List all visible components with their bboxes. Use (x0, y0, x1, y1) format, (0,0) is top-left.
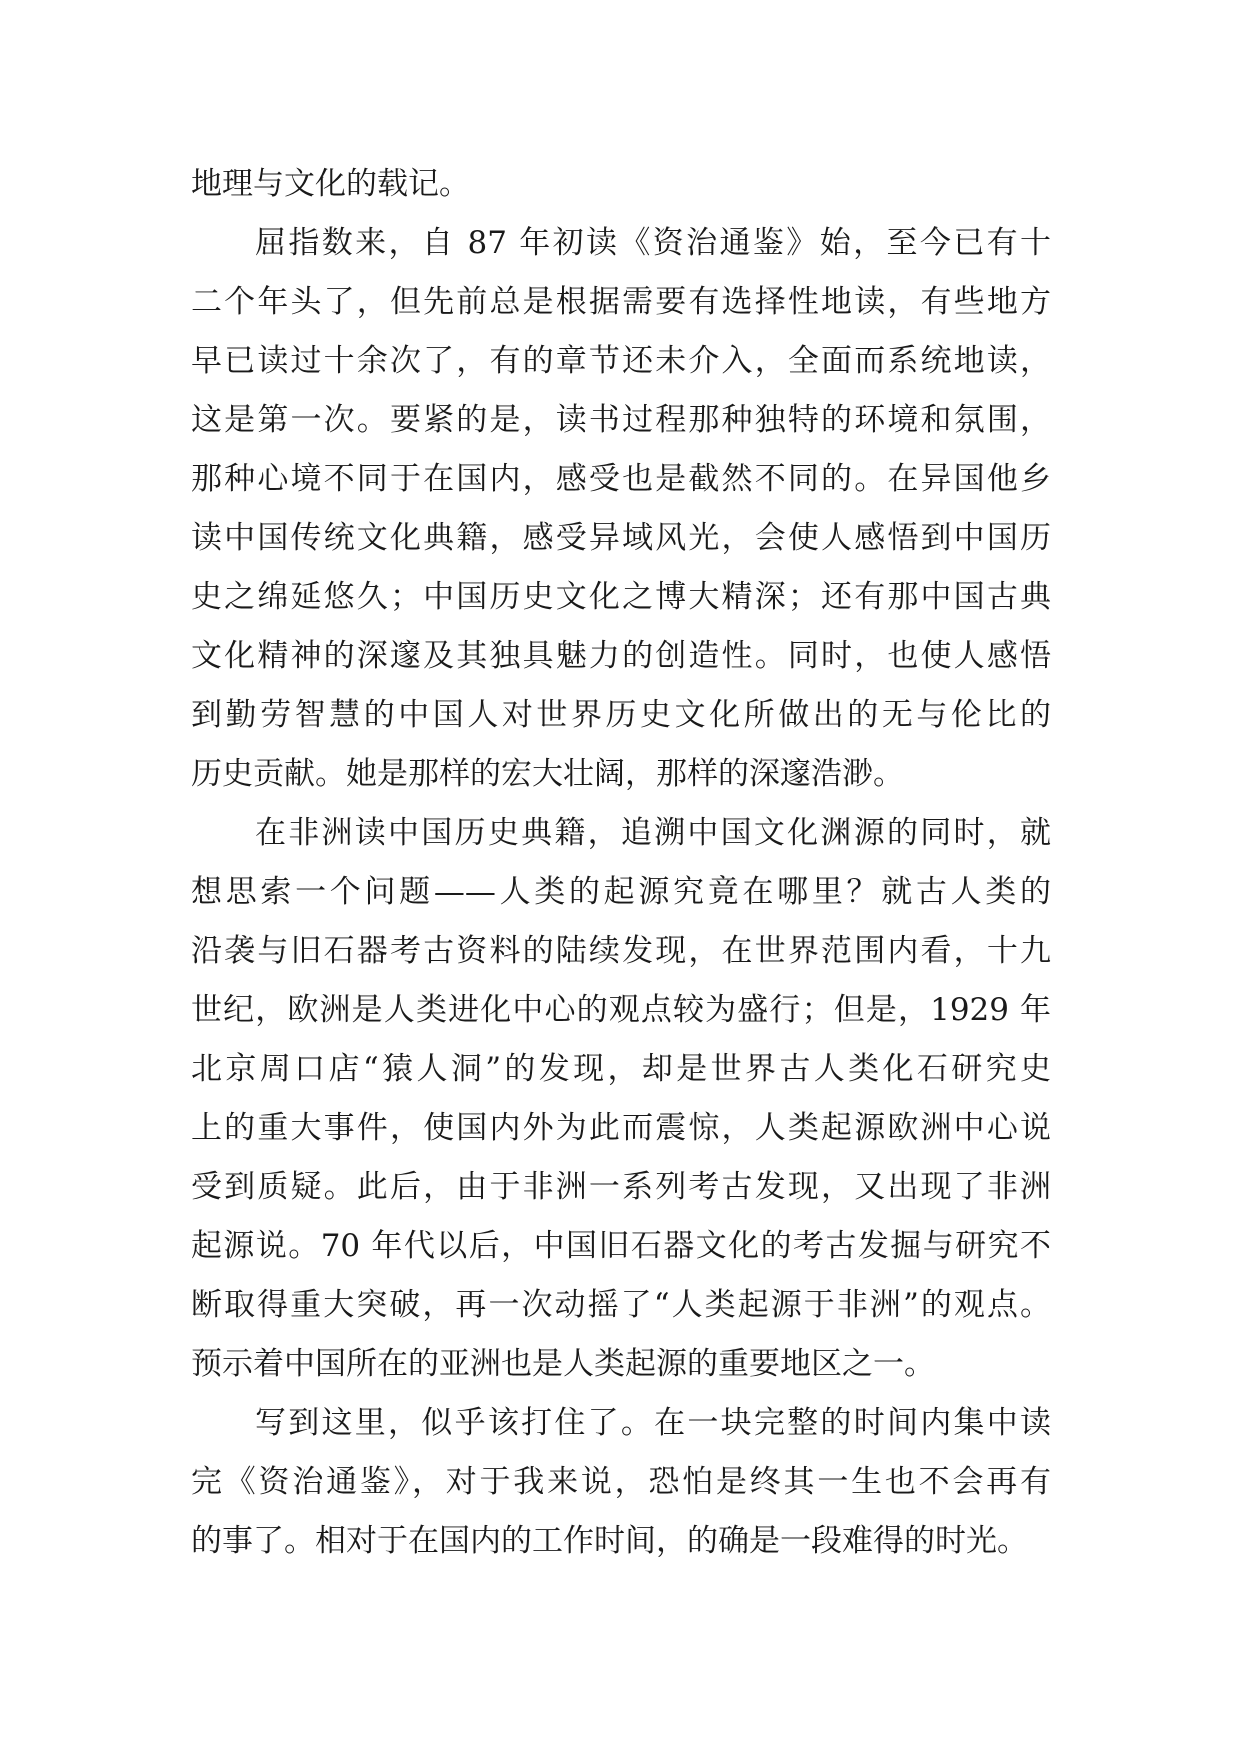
text-line: 在非洲读中国历史典籍，追溯中国文化渊源的同时，就 (255, 815, 1051, 851)
text-line: 写到这里，似乎该打住了。在一块完整的时间内集中读 (255, 1405, 1051, 1441)
text-line: 完《资治通鉴》，对于我来说，恐怕是终其一生也不会再有 (191, 1464, 1051, 1500)
text-line: 北京周口店“猿人洞”的发现，却是世界古人类化石研究史 (191, 1051, 1051, 1087)
text-line: 史之绵延悠久；中国历史文化之博大精深；还有那中国古典 (191, 579, 1051, 615)
text-line: 到勤劳智慧的中国人对世界历史文化所做出的无与伦比的 (191, 697, 1051, 733)
text-line: 历史贡献。她是那样的宏大壮阔，那样的深邃浩渺。 (191, 756, 904, 792)
body-text (191, 155, 1051, 1571)
text-line: 受到质疑。此后，由于非洲一系列考古发现，又出现了非洲 (191, 1169, 1051, 1205)
text-line: 那种心境不同于在国内，感受也是截然不同的。在异国他乡 (191, 461, 1051, 497)
text-line: 沿袭与旧石器考古资料的陆续发现，在世界范围内看，十九 (191, 933, 1051, 969)
text-line: 断取得重大突破，再一次动摇了“人类起源于非洲”的观点。 (191, 1287, 1051, 1323)
text-line: 世纪，欧洲是人类进化中心的观点较为盛行；但是，1929 年 (191, 992, 1051, 1028)
text-line: 地理与文化的载记。 (191, 166, 470, 202)
text-line: 起源说。70 年代以后，中国旧石器文化的考古发掘与研究不 (191, 1228, 1051, 1264)
text-line: 想思索一个问题——人类的起源究竟在哪里？就古人类的 (191, 874, 1051, 910)
text-line: 这是第一次。要紧的是，读书过程那种独特的环境和氛围， (191, 402, 1051, 438)
text-line: 预示着中国所在的亚洲也是人类起源的重要地区之一。 (191, 1346, 935, 1382)
text-line: 上的重大事件，使国内外为此而震惊，人类起源欧洲中心说 (191, 1110, 1051, 1146)
text-line: 早已读过十余次了，有的章节还未介入，全面而系统地读， (191, 343, 1051, 379)
text-line: 屈指数来，自 87 年初读《资治通鉴》始，至今已有十 (255, 225, 1051, 261)
text-line: 二个年头了，但先前总是根据需要有选择性地读，有些地方 (191, 284, 1051, 320)
text-line: 读中国传统文化典籍，感受异域风光，会使人感悟到中国历 (191, 520, 1051, 556)
text-line: 的事了。相对于在国内的工作时间，的确是一段难得的时光。 (191, 1523, 1028, 1559)
text-line: 文化精神的深邃及其独具魅力的创造性。同时，也使人感悟 (191, 638, 1051, 674)
